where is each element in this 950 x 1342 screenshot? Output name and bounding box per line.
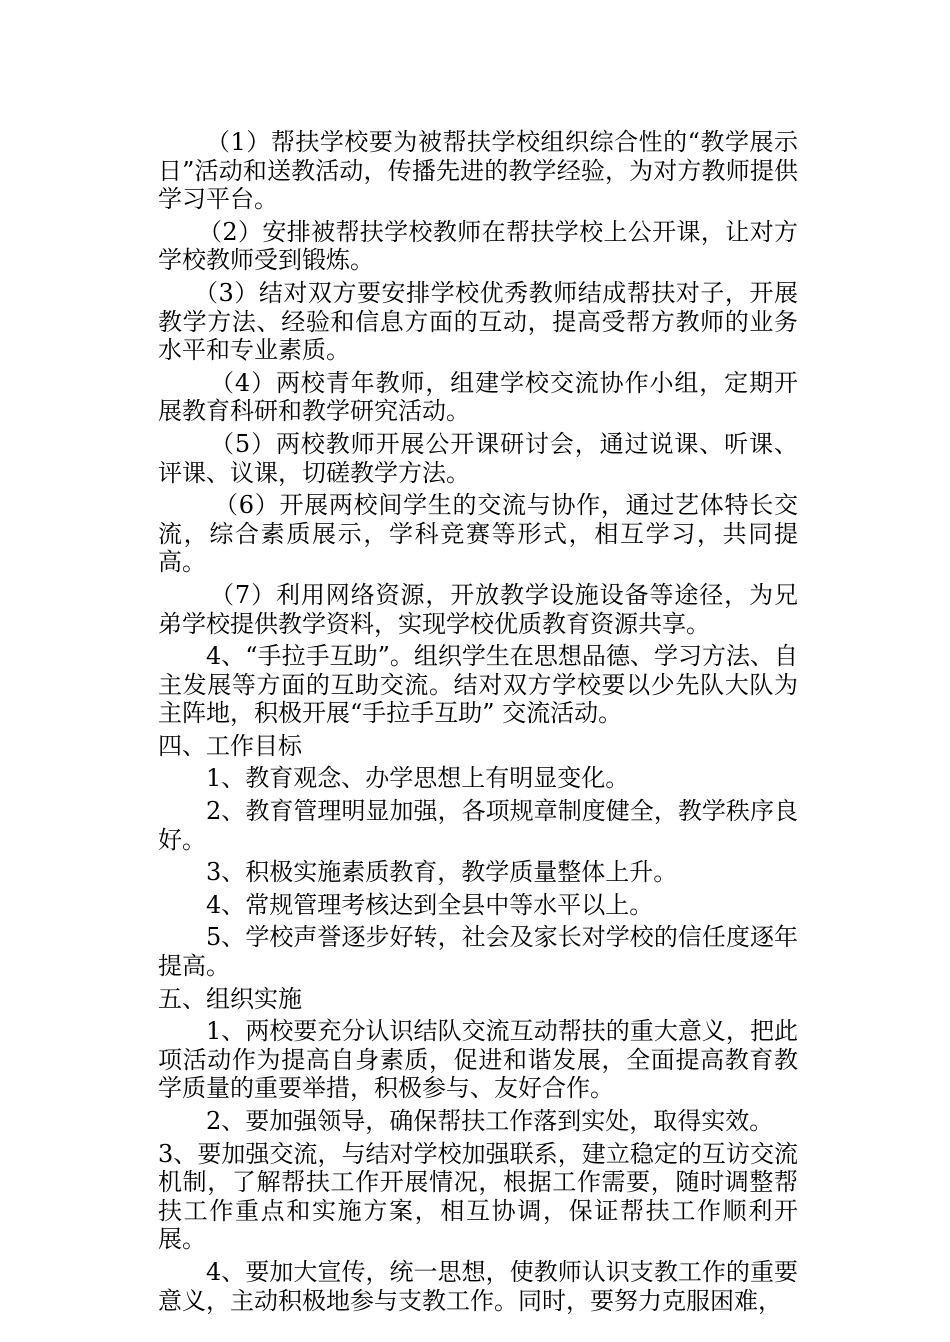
paragraph-impl-1: 1、两校要充分认识结队交流互动帮扶的重大意义，把此项活动作为提高自身素质，促进和谐发展，全面提高教育教学质量的重要举措，积极参与、友好合作。 <box>158 1017 798 1103</box>
paragraph-3: （3）结对双方要安排学校优秀教师结成帮扶对子，开展教学方法、经验和信息方面的互动，提高受帮方教师的业务水平和专业素质。 <box>158 278 798 365</box>
paragraph-impl-3: 3、要加强交流，与结对学校加强联系，建立稳定的互访交流机制，了解帮扶工作开展情况，根据工作需要，随时调整帮扶工作重点和实施方案，相互协调，保证帮扶工作顺利开展。 <box>158 1139 798 1254</box>
paragraph-5: （5）两校教师开展公开课研讨会，通过说课、听课、评课、议课，切磋教学方法。 <box>158 429 798 487</box>
paragraph-goal-1: 1、教育观念、办学思想上有明显变化。 <box>206 764 630 793</box>
paragraph-4: （4）两校青年教师，组建学校交流协作小组，定期开展教育科研和教学研究活动。 <box>158 368 798 426</box>
section-heading-goals: 四、工作目标 <box>158 731 302 760</box>
paragraph-1: （1）帮扶学校要为被帮扶学校组织综合性的“教学展示日”活动和送教活动，传播先进的教学经验，为对方教师提供学习平台。 <box>158 128 798 214</box>
section-heading-implementation: 五、组织实施 <box>158 984 302 1013</box>
paragraph-2: （2）安排被帮扶学校教师在帮扶学校上公开课，让对方学校教师受到锻炼。 <box>158 217 798 275</box>
paragraph-impl-4: 4、要加大宣传，统一思想，使教师认识支教工作的重要意义，主动积极地参与支教工作。同时，要努力克服困难， <box>158 1257 798 1315</box>
paragraph-impl-2: 2、要加强领导，确保帮扶工作落到实处，取得实效。 <box>206 1107 774 1135</box>
document-page <box>158 128 798 1319</box>
paragraph-goal-2: 2、教育管理明显加强，各项规章制度健全，教学秩序良好。 <box>158 797 798 854</box>
paragraph-goal-3: 3、积极实施素质教育，教学质量整体上升。 <box>206 858 678 887</box>
paragraph-6: （6）开展两校间学生的交流与协作，通过艺体特长交流，综合素质展示，学科竞赛等形式，相互学习，共同提高。 <box>158 491 798 577</box>
paragraph-7: （7）利用网络资源，开放教学设施设备等途径，为兄弟学校提供教学资料，实现学校优质教育资源共享。 <box>158 580 798 638</box>
paragraph-goal-5: 5、学校声誉逐步好转，社会及家长对学校的信任度逐年提高。 <box>158 923 798 981</box>
paragraph-8: 4、“手拉手互助”。组织学生在思想品德、学习方法、自主发展等方面的互助交流。结对双方学校要以少先队大队为主阵地，积极开展“手拉手互助” 交流活动。 <box>158 642 798 728</box>
paragraph-goal-4: 4、常规管理考核达到全县中等水平以上。 <box>206 890 654 919</box>
